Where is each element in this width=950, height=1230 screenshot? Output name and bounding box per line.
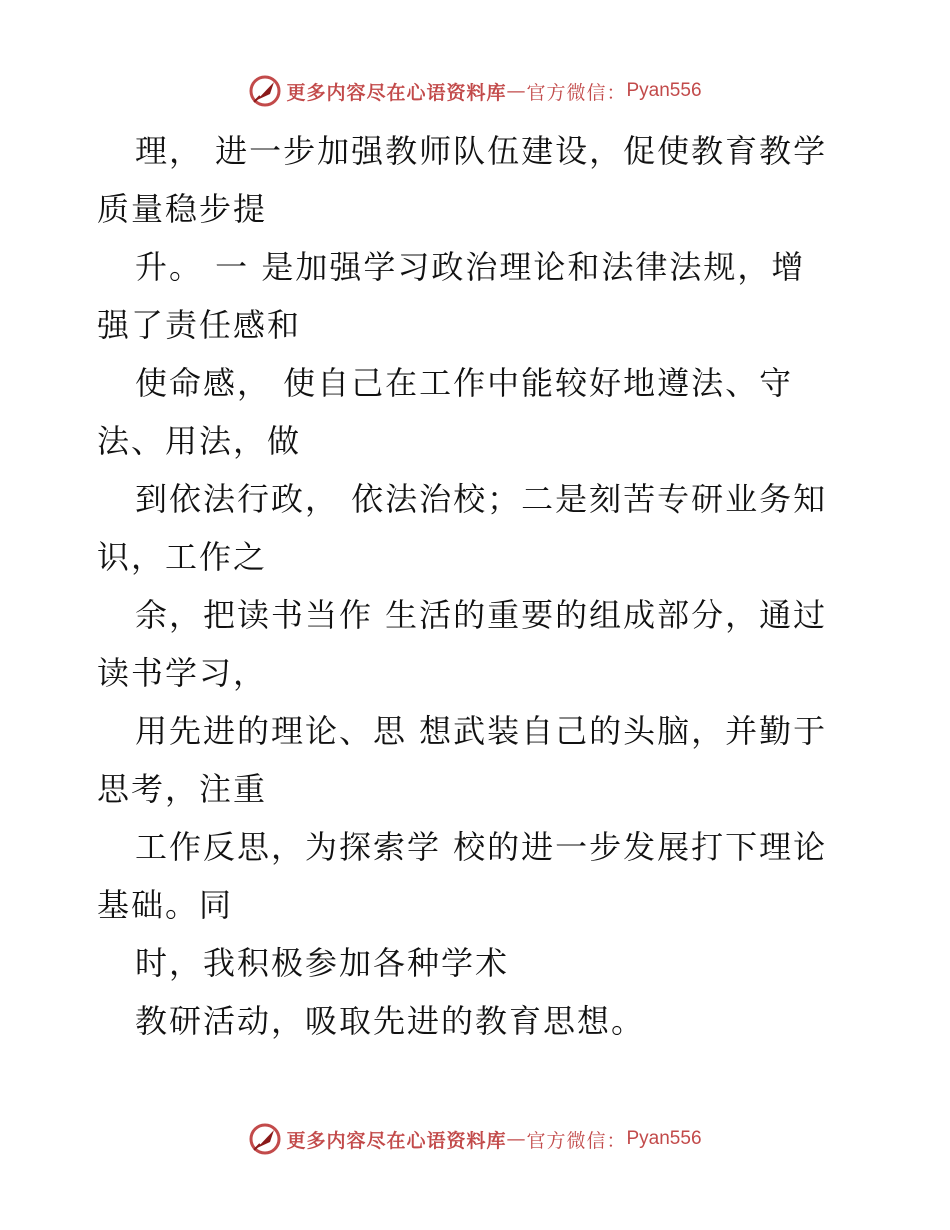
paragraph-line: 基础。同	[97, 886, 234, 924]
header-watermark	[0, 74, 950, 108]
watermark-dash: —	[506, 80, 527, 102]
quill-logo-icon	[248, 1122, 282, 1156]
paragraph-line: 到依法行政， 依法治校；二是刻苦专研业务知	[135, 480, 828, 518]
paragraph-1	[97, 122, 842, 238]
paragraph-line: 强了责任感和	[97, 306, 302, 344]
paragraph-5	[97, 586, 842, 702]
paragraph-line: 识，工作之	[97, 538, 268, 576]
paragraph-line: 法、用法，做	[97, 422, 302, 460]
watermark-main-text: 更多内容尽在心语资料库	[286, 1129, 507, 1152]
watermark-wechat-id: Pyan556	[626, 1128, 702, 1149]
paragraph-line: 理， 进一步加强教师队伍建设，促使教育教学	[135, 132, 828, 170]
paragraph-line: 升。 一 是加强学习政治理论和法律法规，增	[135, 248, 806, 286]
paragraph-line: 教研活动，吸取先进的教育思想。	[135, 1002, 646, 1040]
paragraph-line: 用先进的理论、思 想武装自己的头脑，并勤于	[135, 712, 828, 750]
footer-watermark	[0, 1122, 950, 1156]
watermark-sub-text: 官方微信：	[526, 1129, 627, 1152]
paragraph-line: 质量稳步提	[97, 190, 268, 228]
paragraph-4	[97, 470, 842, 586]
quill-logo-icon	[248, 74, 282, 108]
paragraph-3	[97, 354, 842, 470]
document-body	[97, 122, 842, 1050]
paragraph-line: 思考，注重	[97, 770, 268, 808]
watermark-main-text: 更多内容尽在心语资料库	[286, 81, 507, 104]
paragraph-line: 余，把读书当作 生活的重要的组成部分，通过	[135, 596, 828, 634]
paragraph-line: 时，我积极参加各种学术	[135, 944, 510, 982]
paragraph-line: 读书学习，	[97, 654, 268, 692]
watermark-sub-text: 官方微信：	[526, 81, 627, 104]
paragraph-8	[97, 934, 842, 992]
paragraph-6	[97, 702, 842, 818]
paragraph-7	[97, 818, 842, 934]
paragraph-9	[97, 992, 842, 1050]
paragraph-line: 工作反思，为探索学 校的进一步发展打下理论	[135, 828, 828, 866]
paragraph-line: 使命感， 使自己在工作中能较好地遵法、守	[135, 364, 794, 402]
paragraph-2	[97, 238, 842, 354]
watermark-wechat-id: Pyan556	[626, 80, 702, 101]
watermark-dash: —	[506, 1128, 527, 1150]
